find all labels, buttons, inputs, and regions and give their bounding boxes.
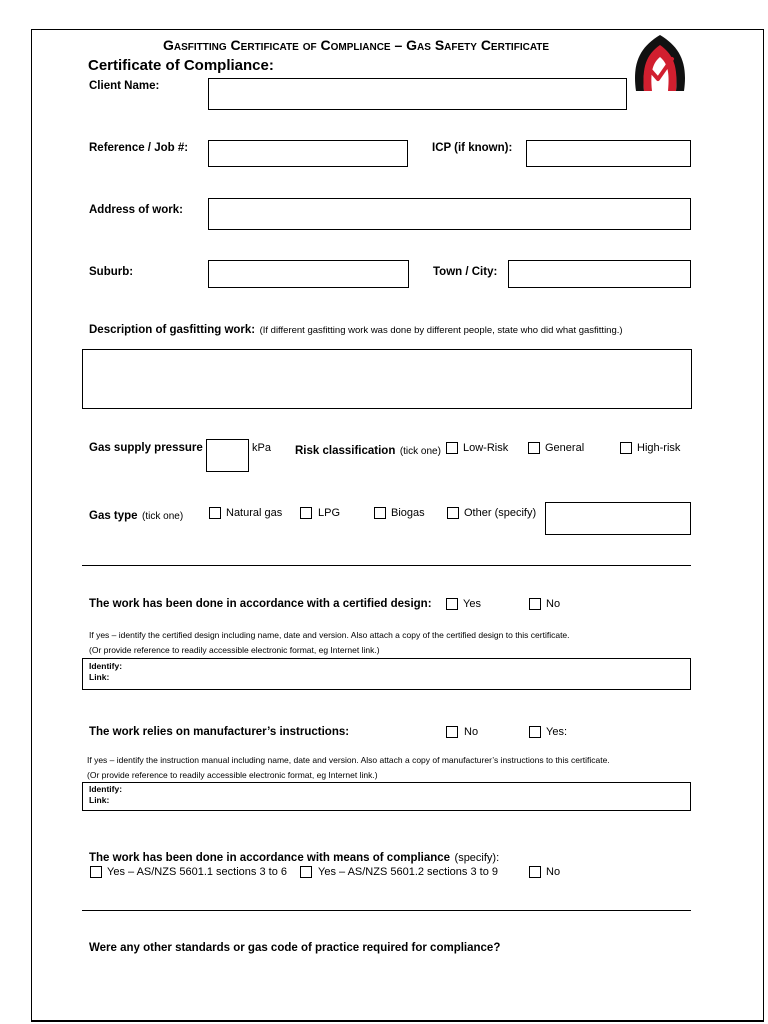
means-5601-1-label: Yes – AS/NZS 5601.1 sections 3 to 6: [107, 866, 287, 878]
document-title: Gasfitting Certificate of Compliance – Gas Safety Certificate: [163, 37, 550, 53]
means-5601-1-checkbox[interactable]: [90, 866, 102, 878]
address-field[interactable]: [208, 198, 691, 230]
certified-design-link-label: Link:: [89, 672, 110, 682]
risk-label: Risk classification: [295, 445, 396, 457]
gas-biogas-label: Biogas: [391, 507, 425, 519]
means-specify: (specify):: [454, 852, 500, 864]
gas-natural-checkbox[interactable]: [209, 507, 221, 519]
certified-design-yes-label: Yes: [463, 598, 481, 610]
risk-heading: [295, 441, 441, 459]
certified-design-question: The work has been done in accordance with a certified design:: [89, 598, 432, 610]
manufacturer-no-checkbox[interactable]: [446, 726, 458, 738]
gas-flame-logo-icon: [630, 33, 690, 93]
means-no-label: No: [546, 866, 561, 878]
icp-field[interactable]: [526, 140, 691, 167]
manufacturer-no-label: No: [464, 726, 479, 738]
suburb-label: Suburb:: [89, 266, 134, 278]
reference-label: Reference / Job #:: [89, 142, 189, 154]
town-label: Town / City:: [433, 266, 498, 278]
gas-other-specify-field[interactable]: [545, 502, 691, 535]
description-note: (If different gasfitting work was done by different people, state who did what gasfitting.): [259, 325, 623, 336]
certified-design-note-link: (Or provide reference to readily accessible electronic format, eg Internet link.): [89, 645, 380, 655]
risk-general-label: General: [545, 442, 585, 454]
certified-design-yes-checkbox[interactable]: [446, 598, 458, 610]
certified-design-note: If yes – identify the certified design including name, date and version. Also attach a copy of the certified design to this certificate.: [89, 630, 570, 640]
other-standards-question: Were any other standards or gas code of practice required for compliance?: [89, 942, 501, 954]
pressure-field[interactable]: [206, 439, 249, 472]
gas-lpg-checkbox[interactable]: [300, 507, 312, 519]
manufacturer-note-link: (Or provide reference to readily accessible electronic format, eg Internet link.): [87, 770, 378, 780]
gas-other-checkbox[interactable]: [447, 507, 459, 519]
manufacturer-yes-checkbox[interactable]: [529, 726, 541, 738]
certified-design-no-label: No: [546, 598, 561, 610]
manufacturer-identify-label: Identify:: [89, 784, 123, 794]
gas-type-heading: [89, 506, 183, 524]
gas-biogas-checkbox[interactable]: [374, 507, 386, 519]
means-question: The work has been done in accordance with means of compliance: [89, 852, 451, 864]
pressure-label: Gas supply pressure: [89, 442, 203, 454]
means-5601-2-label: Yes – AS/NZS 5601.2 sections 3 to 9: [318, 866, 498, 878]
description-heading: [89, 320, 623, 338]
means-5601-2-checkbox[interactable]: [300, 866, 312, 878]
risk-general-checkbox[interactable]: [528, 442, 540, 454]
description-field[interactable]: [82, 349, 692, 409]
manufacturer-link-label: Link:: [89, 795, 110, 805]
client-name-field[interactable]: [208, 78, 627, 110]
manufacturer-identify-field[interactable]: [82, 782, 691, 811]
gas-natural-label: Natural gas: [226, 507, 283, 519]
certified-design-identify-label: Identify:: [89, 661, 123, 671]
manufacturer-note: If yes – identify the instruction manual including name, date and version. Also attach a copy of manufacturer’s instructions to this certificate.: [87, 755, 610, 765]
suburb-field[interactable]: [208, 260, 409, 288]
gas-lpg-label: LPG: [318, 507, 341, 519]
town-field[interactable]: [508, 260, 691, 288]
section-divider: [82, 565, 691, 566]
risk-tick-note: (tick one): [399, 446, 441, 457]
client-name-label: Client Name:: [89, 80, 160, 92]
certified-design-identify-field[interactable]: [82, 658, 691, 690]
certified-design-no-checkbox[interactable]: [529, 598, 541, 610]
section-title: Certificate of Compliance:: [88, 57, 274, 74]
means-no-checkbox[interactable]: [529, 866, 541, 878]
means-heading: [89, 848, 499, 866]
gas-type-tick-note: (tick one): [142, 511, 184, 522]
manufacturer-yes-label: Yes:: [546, 726, 568, 738]
manufacturer-question: The work relies on manufacturer’s instructions:: [89, 726, 350, 738]
address-label: Address of work:: [89, 204, 183, 216]
gas-other-label: Other (specify): [464, 507, 537, 519]
reference-field[interactable]: [208, 140, 408, 167]
description-label: Description of gasfitting work:: [89, 324, 256, 336]
section-divider: [82, 910, 691, 911]
risk-high-label: High-risk: [637, 442, 681, 454]
risk-low-label: Low-Risk: [463, 442, 509, 454]
pressure-unit: kPa: [252, 442, 271, 454]
gas-type-label: Gas type: [89, 510, 138, 522]
icp-label: ICP (if known):: [432, 142, 513, 154]
risk-low-checkbox[interactable]: [446, 442, 458, 454]
risk-high-checkbox[interactable]: [620, 442, 632, 454]
